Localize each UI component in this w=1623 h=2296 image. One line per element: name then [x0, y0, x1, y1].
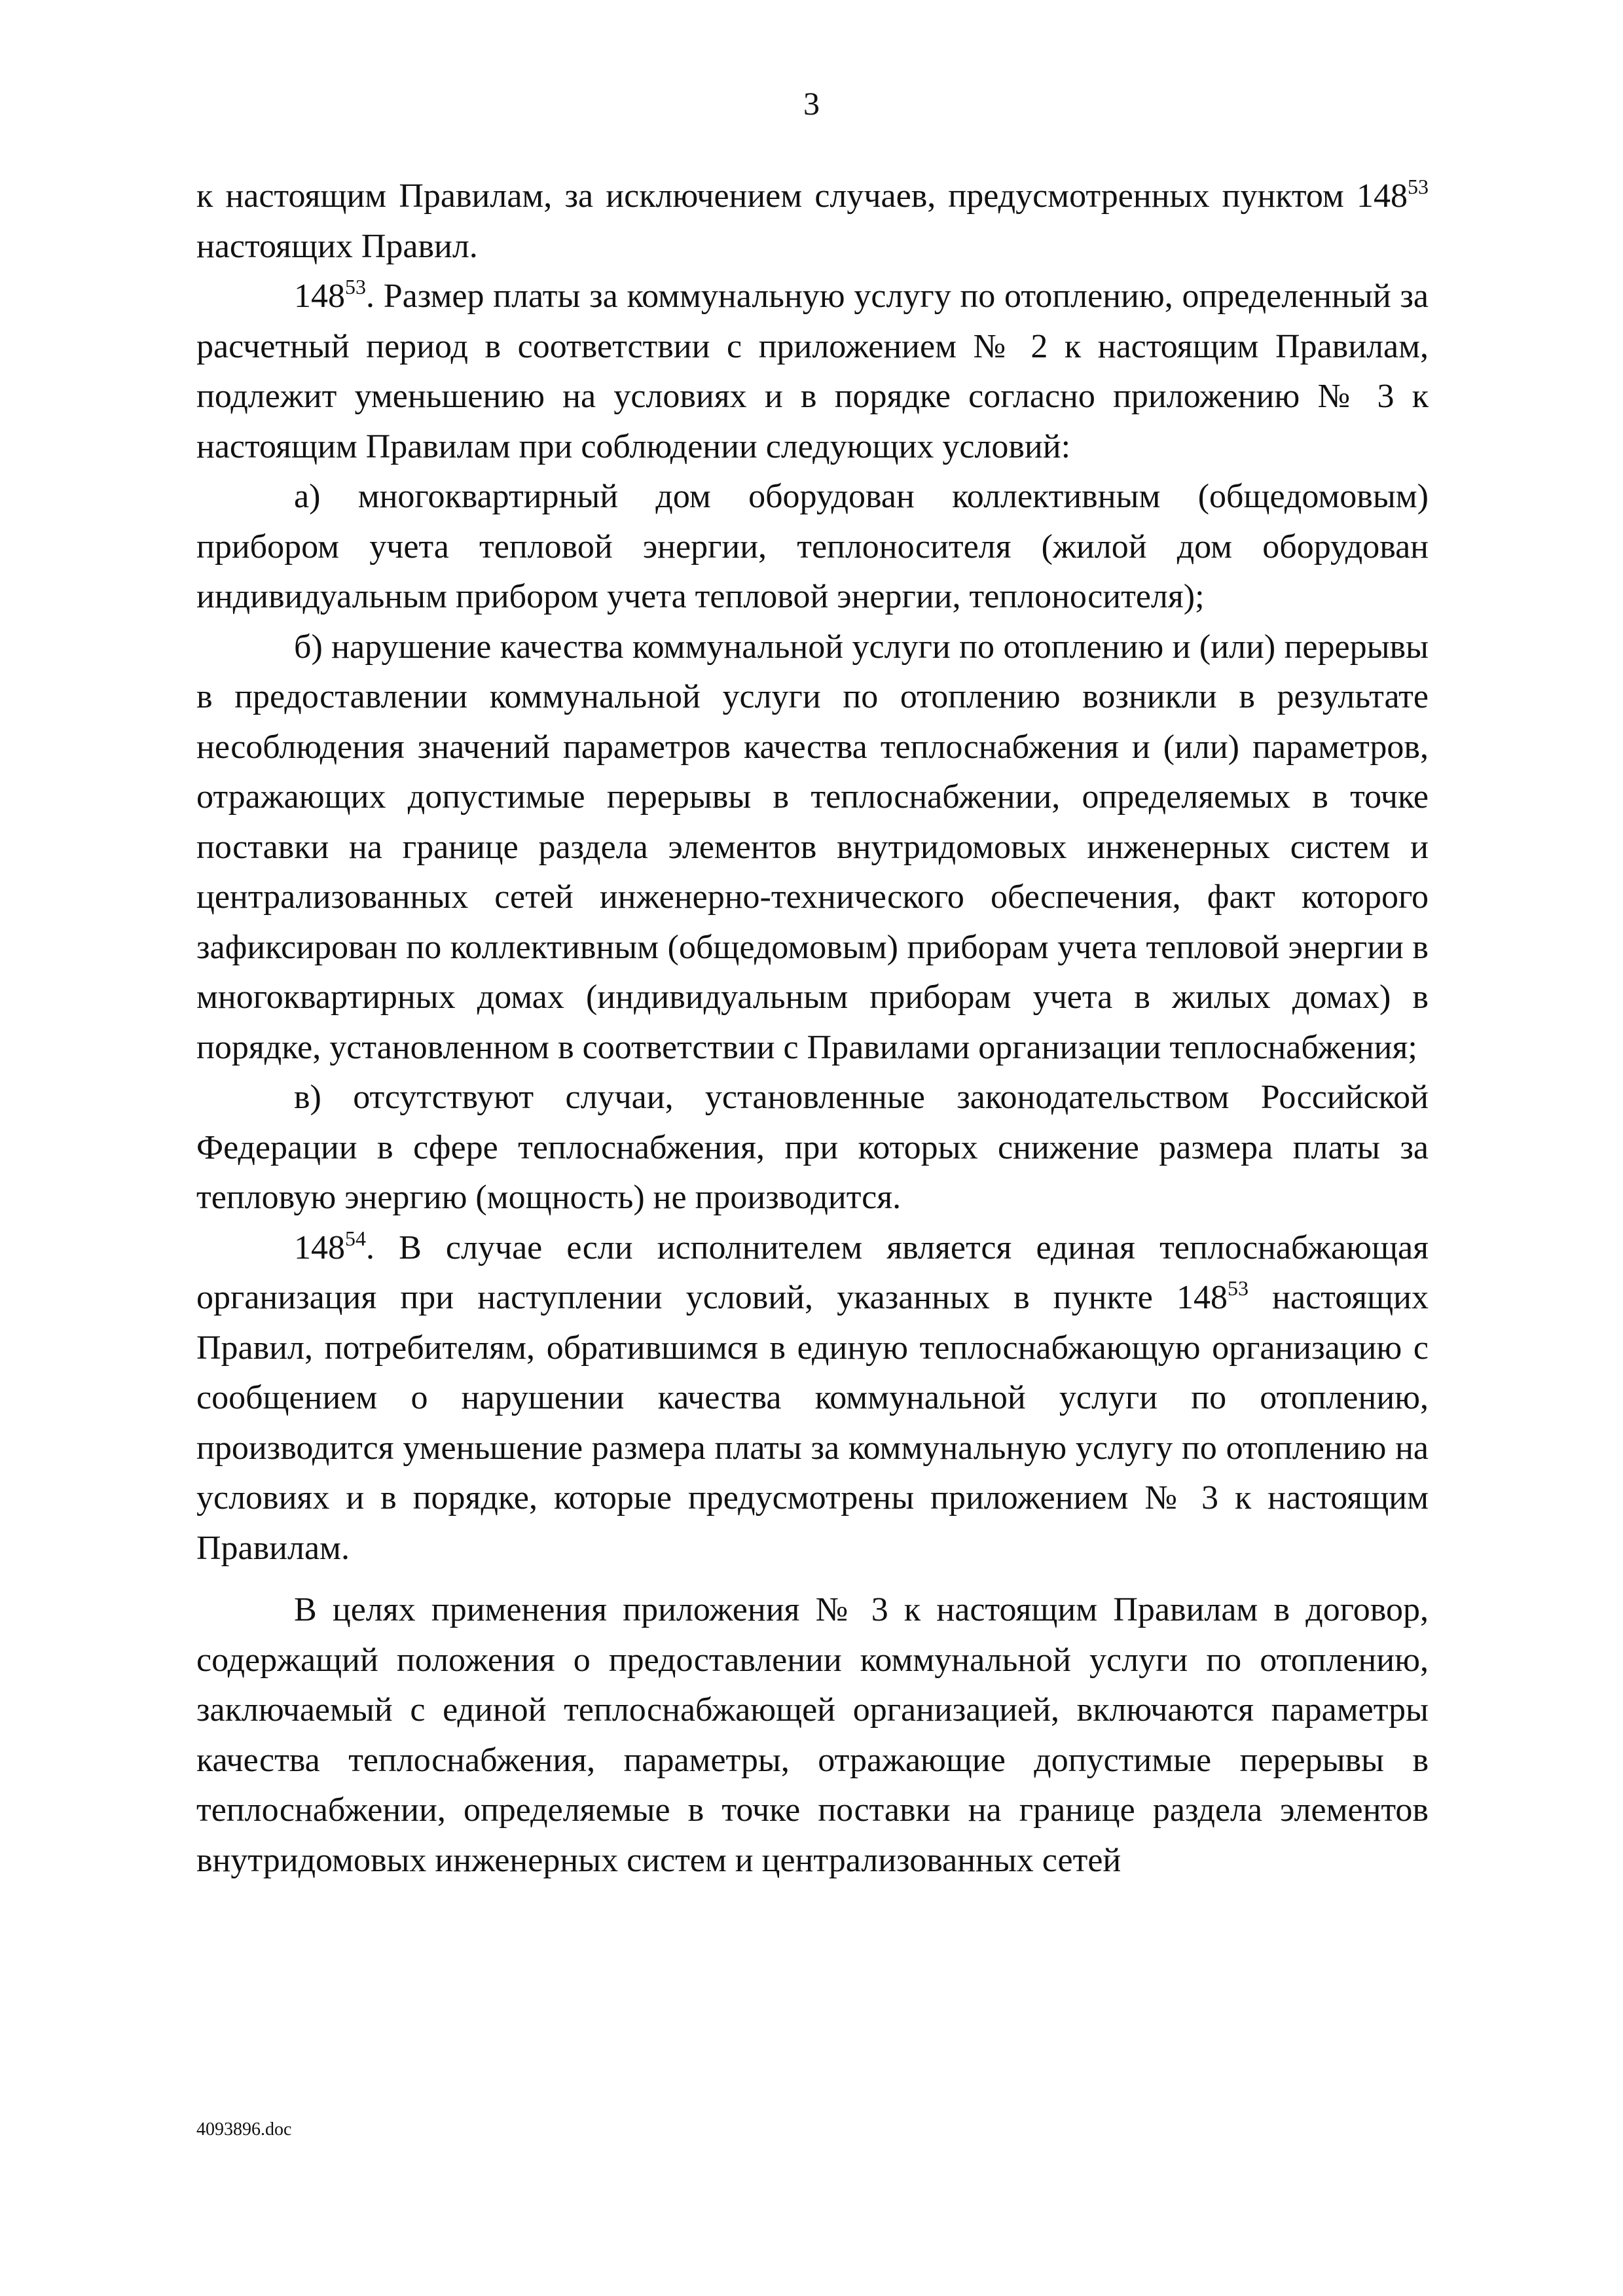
- continued-text-end: настоящих Правил.: [196, 227, 478, 265]
- continued-paragraph: [196, 171, 1429, 272]
- document-code: 4093896.doc: [196, 2119, 292, 2140]
- paragraph-text-end: настоящих Правил, потребителям, обратившимся в единую теплоснабжающую организацию с сообщением о нарушении качества коммунальной услуги по отоплению, производится уменьшение размера платы за коммунальную услугу по отоплению на условиях и в порядке, которые предусмотрены приложением № 3 к настоящим Правилам.: [196, 1279, 1429, 1567]
- reference-superscript: 53: [1228, 1276, 1249, 1300]
- list-item-b: б) нарушение качества коммунальной услуги по отоплению и (или) перерывы в предоставлении коммунальной услуги по отоплению возникли в результате несоблюдения значений параметров качества теплоснабжения и (или) параметров, отражающих допустимые перерывы в теплоснабжении, определяемых в точке поставки на границе раздела элементов внутридомовых инженерных систем и централизованных сетей инженерно-технического обеспечения, факт которого зафиксирован по коллективным (общедомовым) приборам учета тепловой энергии в многоквартирных домах (индивидуальным приборам учета в жилых домах) в порядке, установленном в соответствии с Правилами организации теплоснабжения;: [196, 628, 1429, 1066]
- paragraph-number: 148: [294, 1229, 345, 1266]
- paragraph-number-superscript: 53: [345, 275, 366, 298]
- superscript: 53: [1408, 175, 1429, 198]
- final-paragraph: В целях применения приложения № 3 к настоящим Правилам в договор, содержащий положения о предоставлении коммунальной услуги по отоплению, заключаемый с единой теплоснабжающей организацией, включаются параметры качества теплоснабжения, параметры, отражающие допустимые перерывы в теплоснабжении, определяемые в точке поставки на границе раздела элементов внутридомовых инженерных систем и централизованных сетей: [196, 1591, 1429, 1879]
- paragraph-text: . В случае если исполнителем является единая теплоснабжающая организация при наступлении условий, указанных в пункте 148: [196, 1229, 1429, 1316]
- paragraph-148-54: [196, 1223, 1429, 1574]
- continued-text: к настоящим Правилам, за исключением случаев, предусмотренных пунктом 148: [196, 177, 1408, 215]
- page-number: 3: [803, 85, 820, 122]
- paragraph-number: 148: [294, 278, 345, 315]
- paragraph-148-53: [196, 272, 1429, 472]
- list-item-c: в) отсутствуют случаи, установленные законодательством Российской Федерации в сфере теплоснабжения, при которых снижение размера платы за тепловую энергию (мощность) не производится.: [196, 1079, 1429, 1216]
- list-item-a: а) многоквартирный дом оборудован коллективным (общедомовым) прибором учета тепловой энергии, теплоносителя (жилой дом оборудован индивидуальным прибором учета тепловой энергии, теплоносителя);: [196, 478, 1429, 615]
- document-body: [196, 171, 1429, 1886]
- paragraph-text: . Размер платы за коммунальную услугу по отоплению, определенный за расчетный период в соответствии с приложением № 2 к настоящим Правилам, подлежит уменьшению на условиях и в порядке согласно приложению № 3 к настоящим Правилам при соблюдении следующих условий:: [196, 278, 1429, 465]
- paragraph-number-superscript: 54: [345, 1226, 366, 1250]
